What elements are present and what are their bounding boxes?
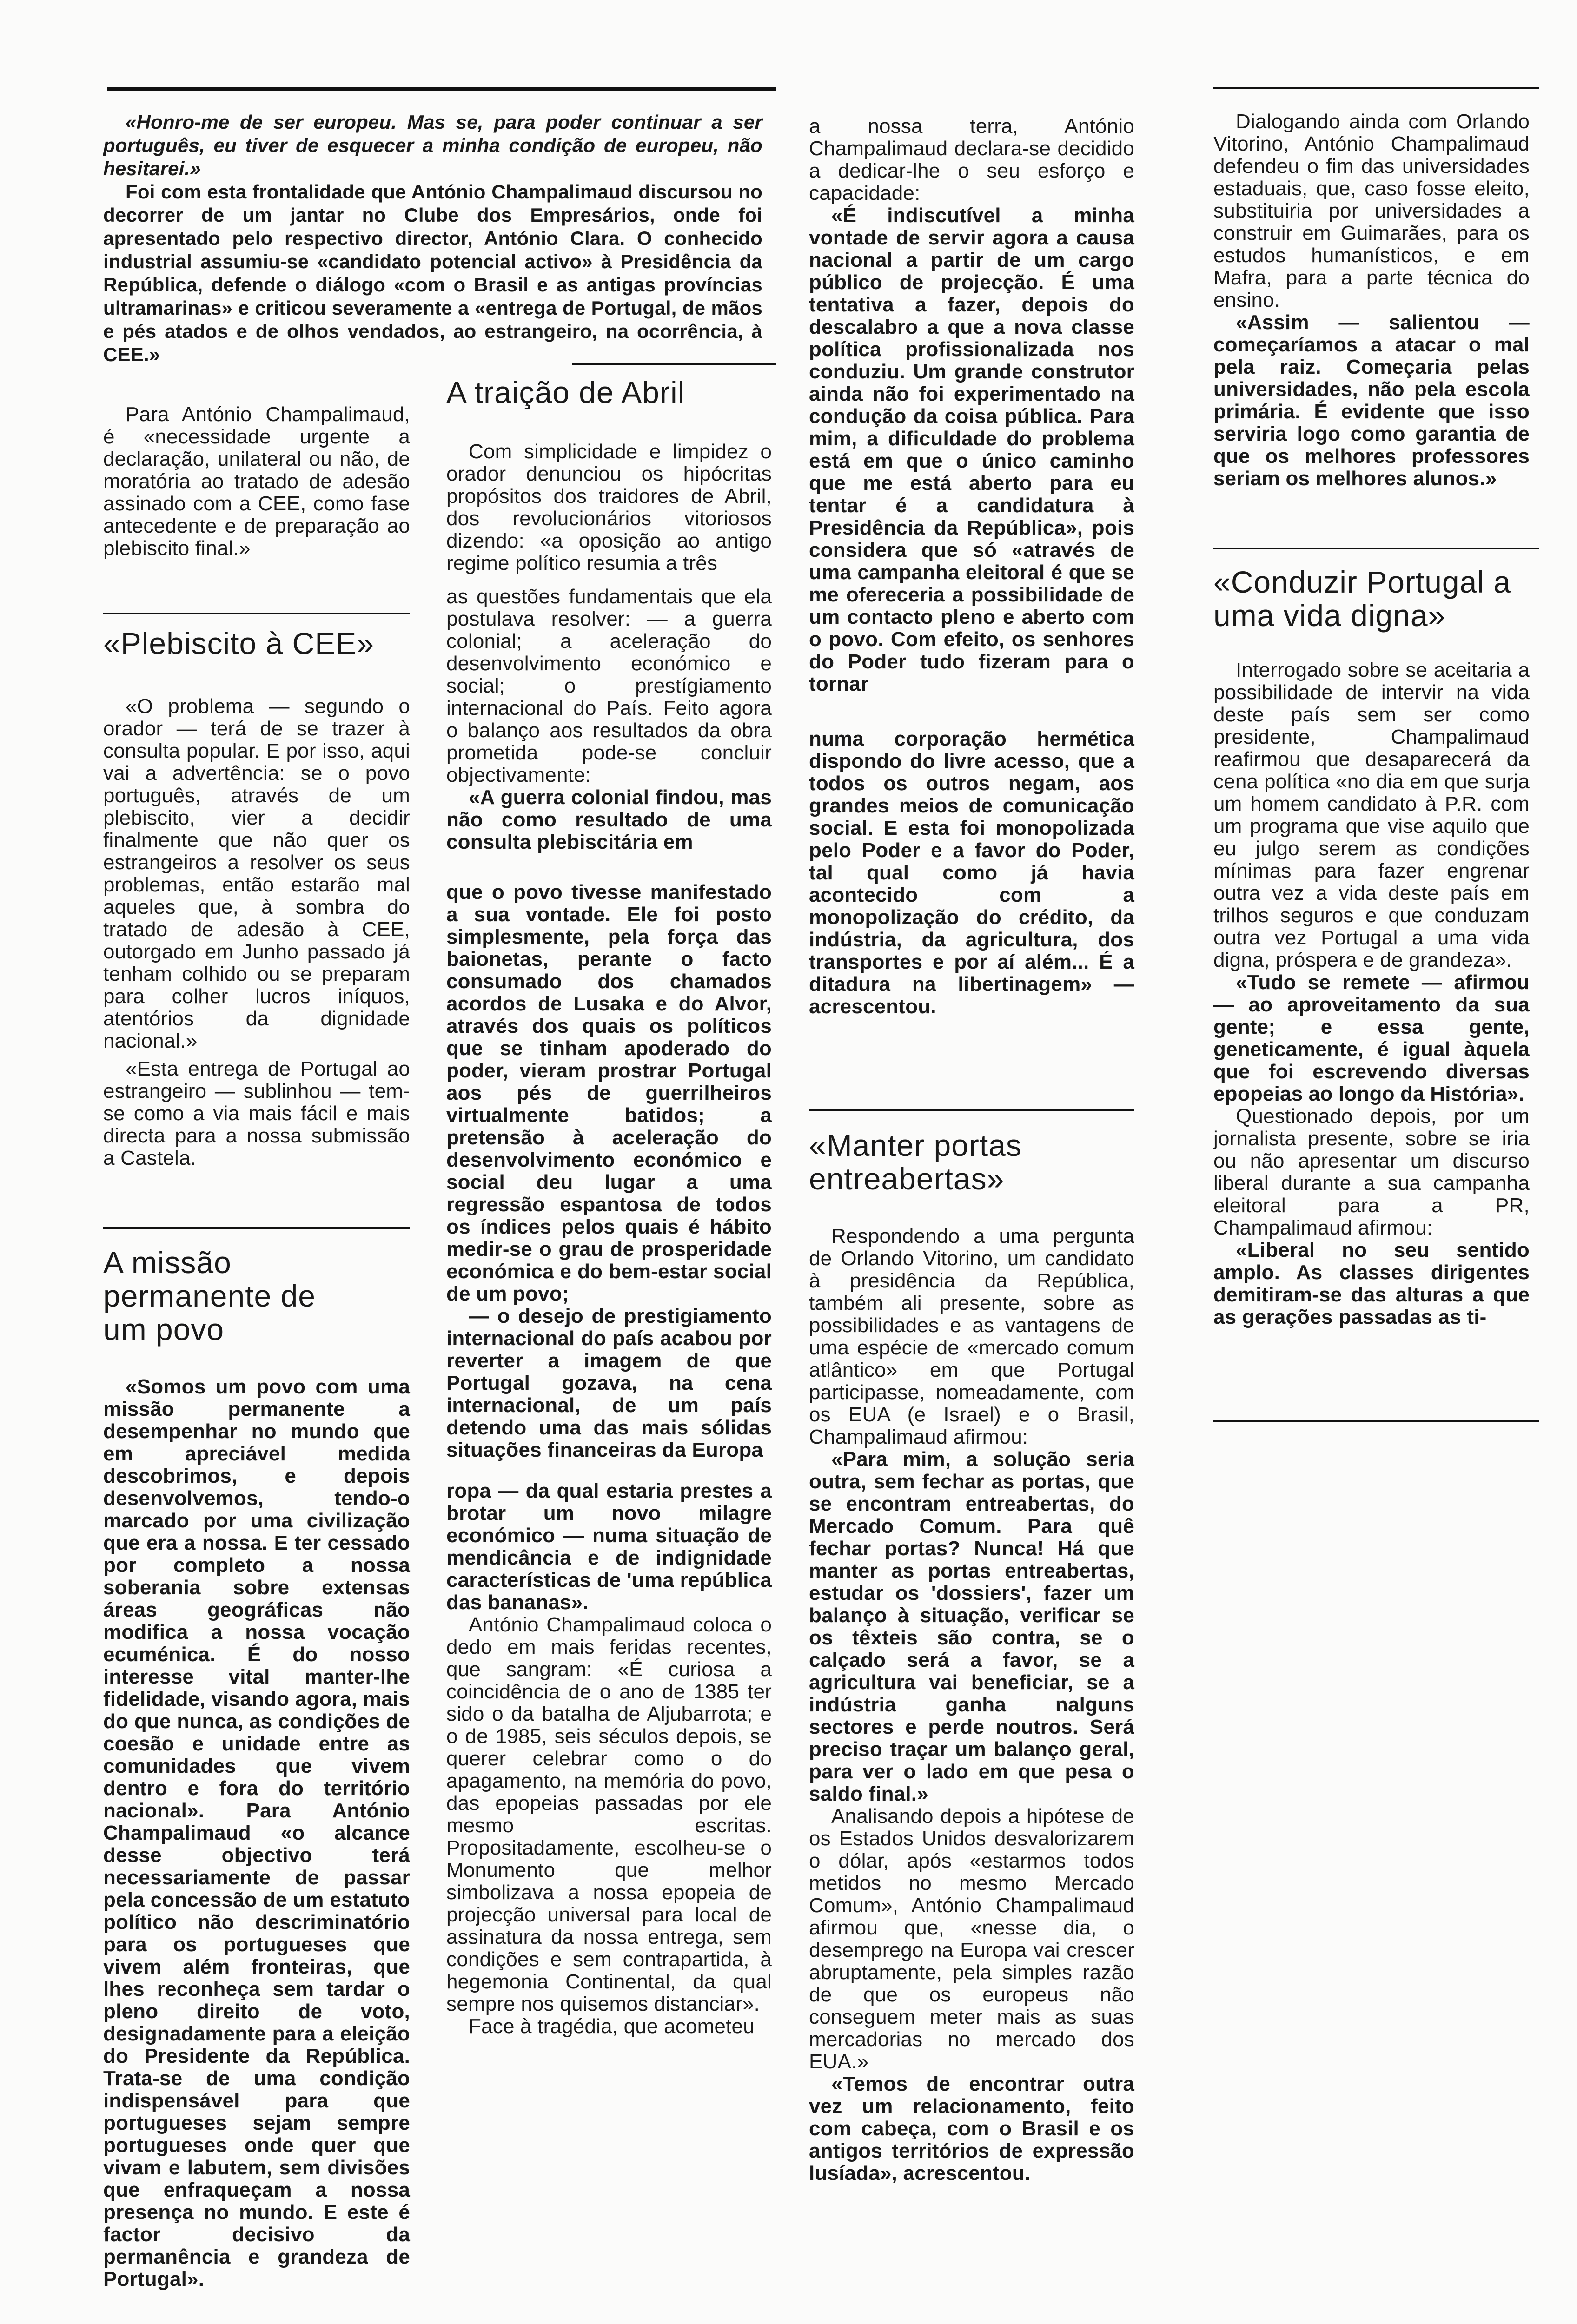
paragraph: «É indiscutível a minha vontade de servir agora a causa nacional a partir de um cargo público de projecção. É uma tentativa a fazer, depois do descalabro a que a nova classe política profissionalizada nos conduziu. Um grande construtor ainda não foi experimentado na condução da coisa pública. Para mim, a dificuldade do problema está em que o único caminho que me está aberto para eu tentar é a candidatura à Presidência da República», pois considera que só «através de uma campanha eleitoral é que se me ofereceria a possibilidade de um contacto pleno e aberto com o povo. Com efeito, os senhores do Poder tudo fizeram para o tornar	[809, 204, 1134, 695]
paragraph: — o desejo de prestigiamento internacional do país acabou por reverter a imagem de que Portugal gozava, na cena internacional, de um país detendo uma das mais sólidas situações financeiras da Europa	[446, 1305, 772, 1461]
paragraph: Analisando depois a hipótese de os Estados Unidos desvalorizarem o dólar, após «estarmos todos metidos no mesmo Mercado Comum», António Champalimaud afirmou que, «nesse dia, o desemprego na Europa vai crescer abruptamente, pela simples razão de que os europeus não conseguem meter mais as suas mercadorias no mercado dos EUA.»	[809, 1805, 1134, 2073]
paragraph: Dialogando ainda com Orlando Vitorino, António Champalimaud defendeu o fim das universidades estaduais, que, caso fosse eleito, substituiria por universidades a construir em Guimarães, para os estudos humanísticos, e em Mafra, para a parte técnica do ensino.	[1213, 110, 1530, 311]
column-4-top	[1213, 111, 1530, 490]
paragraph: «Para mim, a solução seria outra, sem fechar as portas, que se encontram entreabertas, do Mercado Comum. Para quê fechar portas? Nunca! Há que manter as portas entreabertas, estudar os 'dossiers', fazer um balanço à situação, verificar se os têxteis são contra, se o calçado será a favor, se a agricultura vai beneficiar, se a indústria ganha nalguns sectores e perde noutros. Será preciso traçar um balanço geral, para ver o lado em que pesa o saldo final.»	[809, 1448, 1134, 1805]
paragraph: «Assim — salientou — começaríamos a atacar o mal pela raiz. Começaria pelas universidades, não pela escola primária. É evidente que isso serviria logo como garantia de que os melhores professores seriam os melhores alunos.»	[1213, 311, 1530, 490]
column-4-bottom	[1213, 659, 1530, 1328]
column-2	[446, 441, 772, 2038]
divider	[1213, 548, 1539, 549]
column-1-bottom	[103, 1376, 410, 2291]
paragraph: «Temos de encontrar outra vez um relacionamento, feito com cabeça, com o Brasil e os antigos territórios de expressão lusíada», acrescentou.	[809, 2073, 1134, 2185]
intro-block	[103, 111, 762, 366]
paragraph: Face à tragédia, que acometeu	[469, 2015, 755, 2038]
paragraph: «A guerra colonial findou, mas não como resultado de uma consulta plebiscitária em	[446, 786, 772, 853]
divider	[103, 613, 410, 614]
divider	[103, 1227, 410, 1229]
intro-quote: «Honro-me de ser europeu. Mas se, para poder continuar a ser português, eu tiver de esquecer a minha condição de europeu, não hesitarei.»	[103, 111, 762, 179]
paragraph: «Liberal no seu sentido amplo. As classes dirigentes demitiram-se das alturas a que as gerações passadas as ti-	[1213, 1239, 1530, 1328]
paragraph: António Champalimaud coloca o dedo em mais feridas recentes, que sangram: «É curiosa a coincidência de o ano de 1385 ter sido o da batalha de Aljubarrota; e o de 1985, seis séculos depois, se querer celebrar como o do apagamento, na memória do povo, das epopeias passadas por ele mesmo escritas. Propositadamente, escolheu-se o Monumento que melhor simbolizava a nossa epopeia de projecção universal para local de assinatura da nossa entrega, sem condições e sem contrapartida, à hegemonia Continental, da qual sempre nos quisemos distanciar».	[446, 1613, 772, 2015]
paragraph: «Esta entrega de Portugal ao estrangeiro — sublinhou — tem-se como a via mais fácil e mais directa para a nossa submissão a Castela.	[103, 1057, 410, 1169]
paragraph: «O problema — segundo o orador — terá de se trazer à consulta popular. E por isso, aqui vai a advertência: se o povo português, através de um plebiscito, vier a decidir finalmente que não quer os estrangeiros a resolver os seus problemas, então estarão mal aqueles que, à sombra do tratado de adesão à CEE, outorgado em Junho passado já tenham colhido ou se preparam para colher lucros iníquos, atentórios da dignidade nacional.»	[103, 695, 410, 1052]
paragraph: «Tudo se remete — afirmou — ao aproveitamento da sua gente; e essa gente, geneticamente, é igual àquela que foi escrevendo diversas epopeias ao longo da História».	[1213, 971, 1530, 1105]
paragraph: numa corporação hermética dispondo do livre acesso, que a todos os outros negam, aos grandes meios de comunicação social. E esta foi monopolizada pelo Poder e a favor do Poder, tal qual como já havia acontecido com a monopolização do crédito, da indústria, da agricultura, dos transportes e por aí além... É a ditadura na libertinagem» — acrescentou.	[809, 727, 1134, 1018]
top-rule	[107, 87, 776, 91]
heading-traicao: A traição de Abril	[446, 375, 685, 409]
heading-plebiscito: «Plebiscito à CEE»	[103, 626, 374, 660]
paragraph: Com simplicidade e limpidez o orador denunciou os hipócritas propósitos dos traidores de Abril, dos revolucionários vitoriosos dizendo: «a oposição ao antigo regime político resumia a três	[446, 440, 772, 574]
paragraph: Questionado depois, por um jornalista presente, sobre se iria ou não apresentar um discurso liberal durante a sua campanha eleitoral para a PR, Champalimaud afirmou:	[1213, 1105, 1530, 1239]
divider	[1213, 1420, 1539, 1422]
divider	[572, 363, 776, 365]
paragraph: que o povo tivesse manifestado a sua vontade. Ele foi posto simplesmente, pela força das baionetas, perante o facto consumado dos chamados acordos de Lusaka e do Alvor, através dos quais os políticos que se tinham apoderado do poder, vieram prostrar Portugal aos pés de guerrilheiros virtualmente batidos; a pretensão à aceleração do desenvolvimento económico e social deu lugar a uma regressão espantosa de todos os índices pelos quais é hábito medir-se o grau de prosperidade económica e do bem-estar social de um povo;	[446, 881, 772, 1305]
paragraph: ropa — da qual estaria prestes a brotar um novo milagre económico — numa situação de mendicância e de indignidade características de 'uma república das bananas».	[446, 1479, 772, 1614]
heading-missao: A missão permanente de um povo	[103, 1245, 316, 1347]
paragraph: Interrogado sobre se aceitaria a possibilidade de intervir na vida deste país sem ser como presidente, Champalimaud reafirmou que desaparecerá da cena política «no dia em que surja um homem candidato à P.R. com um programa que vise aquilo que eu julgo serem as condições mínimas para fazer engrenar outra vez a vida deste país em trilhos seguros e que conduzam outra vez Portugal a uma vida digna, próspera e de grandeza».	[1213, 659, 1530, 971]
column-3-bottom	[809, 1225, 1134, 2185]
paragraph: «Somos um povo com uma missão permanente a desempenhar no mundo que em apreciável medida descobrimos, e depois desenvolvemos, tendo-o marcado por uma civilização que era a nossa. E ter cessado por completo a nossa soberania sobre extensas áreas geográficas não modifica a nossa vocação ecuménica. É do nosso interesse vital manter-lhe fidelidade, visando agora, mais do que nunca, as condições de coesão e unidade entre as comunidades que vivem dentro e fora do território nacional». Para António Champalimaud «o alcance desse objectivo terá necessariamente de passar pela concessão de um estatuto político não descriminatório para os portugueses que vivem além fronteiras, que lhes reconheça sem tardar o pleno direito de voto, designadamente para a eleição do Presidente da República. Trata-se de uma condição indispensável para que portugueses sejam sempre portugueses onde quer que vivam e labutem, sem divisões que enfraqueçam a nossa presença no mundo. E este é factor decisivo da permanência e grandeza de Portugal».	[103, 1375, 410, 2291]
paragraph: a nossa terra, António Champalimaud declara-se decidido a dedicar-lhe o seu esforço e capacidade:	[809, 115, 1134, 205]
paragraph: Respondendo a uma pergunta de Orlando Vitorino, um candidato à presidência da República, também ali presente, sobre as possibilidades e as vantagens de uma espécie de «mercado comum atlântico» em que Portugal participasse, nomeadamente, com os EUA (e Israel) e o Brasil, Champalimaud afirmou:	[809, 1225, 1134, 1448]
paragraph: as questões fundamentais que ela postulava resolver: — a guerra colonial; a aceleração do desenvolvimento económico e social; o prestígiamento internacional do País. Feito agora o balanço aos resultados da obra prometida pode-se concluir objectivamente:	[446, 585, 772, 786]
column-1-top	[103, 403, 410, 560]
heading-conduzir: «Conduzir Portugal a uma vida digna»	[1213, 565, 1511, 633]
column-3-top	[809, 115, 1134, 1018]
intro-paragraph: Foi com esta frontalidade que António Champalimaud discursou no decorrer de um jantar no Clube dos Empresários, onde foi apresentado pelo respectivo director, António Clara. O conhecido industrial assumiu-se «candidato potencial activo» à Presidência da República, defende o diálogo «com o Brasil e as antigas províncias ultramarinas» e criticou severamente a «entrega de Portugal, de mãos e pés atados e de olhos vendados, ao estrangeiro, na ocorrência, à CEE.»	[103, 181, 762, 365]
heading-portas: «Manter portas entreabertas»	[809, 1128, 1022, 1196]
paragraph: Para António Champalimaud, é «necessidade urgente a declaração, unilateral ou não, de moratória ao tratado de adesão assinado com a CEE, como fase antecedente e de preparação ao plebiscito final.»	[103, 403, 410, 560]
column-1-mid	[103, 695, 410, 1169]
divider	[809, 1109, 1134, 1111]
divider	[1213, 87, 1539, 89]
